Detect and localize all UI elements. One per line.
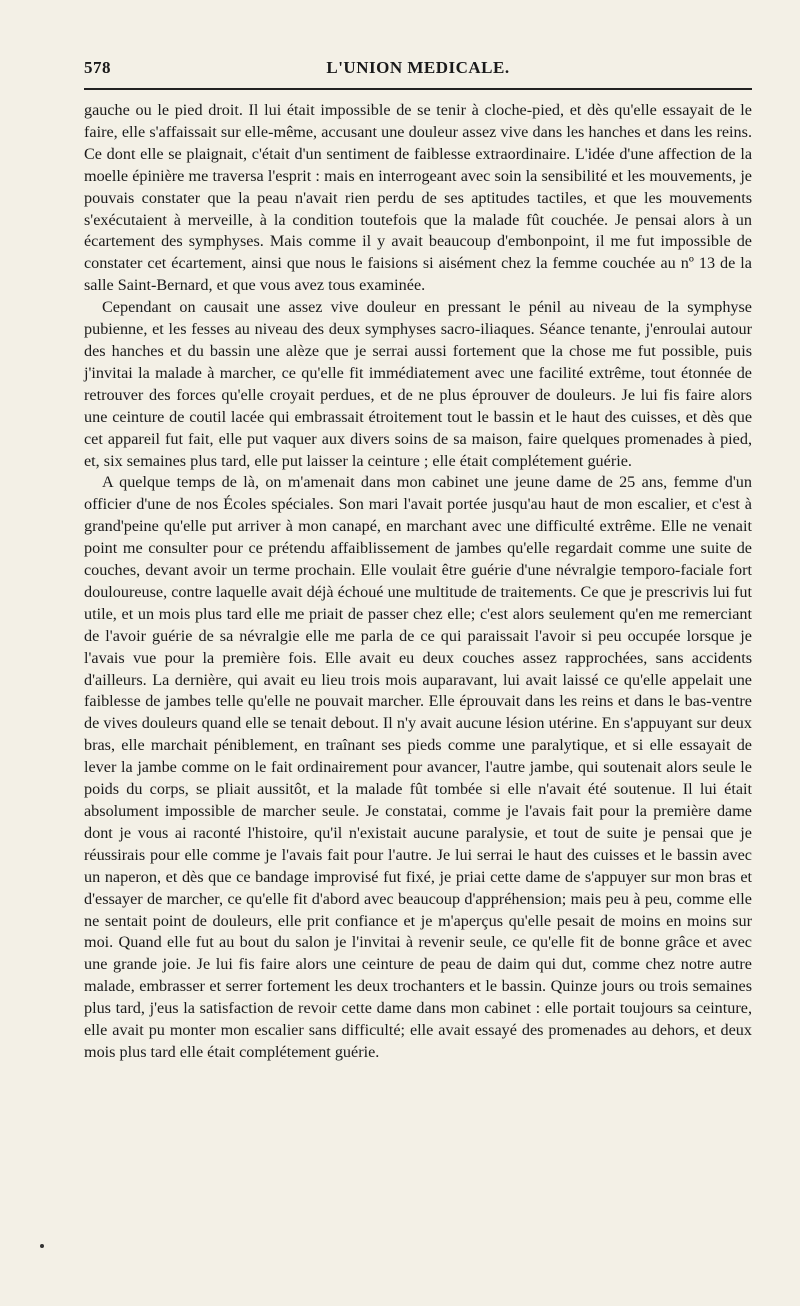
header-rule (84, 88, 752, 90)
page-header (84, 54, 752, 84)
ink-dot (40, 1244, 44, 1248)
running-head: L'UNION MEDICALE. (326, 58, 510, 77)
paragraph: gauche ou le pied droit. Il lui était impossible de se tenir à cloche-pied, et dès qu'elle essayait de le faire, elle s'affaissait sur elle-même, accusant une douleur assez vive dans les hanches et dans les reins. Ce dont elle se plaignait, c'était d'un sentiment de faiblesse extraordinaire. L'idée d'une affection de la moelle épinière me traversa l'esprit : mais en interrogeant avec soin la sensibilité et les mouvements, je pouvais constater que la peau n'avait rien perdu de ses aptitudes tactiles, et que les mouvements s'exécutaient à merveille, à la condition toutefois que la malade fût couchée. Je pensai alors à un écartement des symphyses. Mais comme il y avait beaucoup d'embonpoint, il me fut impossible de constater cet écartement, ainsi que nous le faisions si aisément chez la femme couchée au nº 13 de la salle Saint-Bernard, et que vous avez tous examinée. (84, 101, 752, 295)
paragraph: A quelque temps de là, on m'amenait dans mon cabinet une jeune dame de 25 ans, femme d'un officier d'une de nos Écoles spéciales. Son mari l'avait portée jusqu'au haut de mon escalier, et c'est à grand'peine qu'elle put arriver à mon canapé, en marchant avec une difficulté extrême. Elle ne venait point me consulter pour ce prétendu affaiblissement de jambes qu'elle regardait comme une suite de couches, devant avoir un terme prochain. Elle voulait être guérie d'une névralgie temporo-faciale fort douloureuse, contre laquelle avait déjà échoué une multitude de traitements. Ce que je prescrivis lui fut utile, et un mois plus tard elle me priait de passer chez elle; c'est alors seulement qu'en me remerciant de l'avoir guérie de sa névralgie elle me parla de ce qui paraissait l'avoir si peu occupée lorsque je l'avais vue pour la première fois. Elle avait eu deux couches assez rapprochées, sans accidents d'ailleurs. La dernière, qui avait eu lieu trois mois auparavant, lui avait laissé ce qu'elle appelait une faiblesse de jambes telle qu'elle ne pouvait marcher. Elle éprouvait dans les reins et dans le bas-ventre de vives douleurs quand elle se tenait debout. Il n'y avait aucune lésion utérine. En s'appuyant sur deux bras, elle marchait péniblement, en traînant ses pieds comme une paralytique, et si elle essayait de lever la jambe comme on le fait ordinairement pour avancer, l'autre jambe, qui soutenait alors seule le poids du corps, se pliait aussitôt, et la malade fût tombée si elle n'avait été soutenue. Il lui était absolument impossible de marcher seule. Je constatai, comme je l'avais fait pour la première dame dont je vous ai raconté l'histoire, qu'il n'existait aucune paralysie, et tout de suite je pensai que je réussirais pour elle comme je l'avais fait pour l'autre. Je lui serrai le haut des cuisses et le bassin avec un naperon, et dès que ce bandage improvisé fut fixé, je priai cette dame de s'appuyer sur mon bras et d'essayer de marcher, ce qu'elle fit d'abord avec beaucoup d'appréhension; mais peu à peu, comme elle ne sentait point de douleurs, elle prit confiance et je m'aperçus qu'elle pesait de moins en moins sur moi. Quand elle fut au bout du salon je l'invitai à revenir seule, ce qu'elle fit de bonne grâce et avec une grande joie. Je lui fis faire alors une ceinture de peau de daim qui dut, comme chez notre autre malade, embrasser et serrer fortement les deux trochanters et le bassin. Quinze jours ou trois semaines plus tard, j'eus la satisfaction de revoir cette dame dans mon cabinet : elle portait toujours sa ceinture, elle avait pu monter mon escalier sans difficulté; elle avait essayé des promenades au dehors, et deux mois plus tard elle était complétement guérie. (84, 473, 752, 1061)
body-text (84, 100, 752, 1064)
paragraph: Cependant on causait une assez vive douleur en pressant le pénil au niveau de la symphyse pubienne, et les fesses au niveau des deux symphyses sacro-iliaques. Séance tenante, j'enroulai autour des hanches et du bassin une alèze que je serrai aussi fortement que la chose me fut possible, puis j'invitai la malade à marcher, ce qu'elle fit immédiatement avec une facilité extrême, tout étonnée de retrouver des forces qu'elle croyait perdues, et de ne plus éprouver de douleurs. Je lui fis faire alors une ceinture de coutil lacée qui embrassait étroitement tout le bassin et le haut des cuisses, et dès que cet appareil fut fait, elle put vaquer aux divers soins de sa maison, faire quelques promenades à pied, et, six semaines plus tard, elle put laisser la ceinture ; elle était complétement guérie. (84, 298, 752, 470)
page-number: 578 (84, 58, 111, 77)
